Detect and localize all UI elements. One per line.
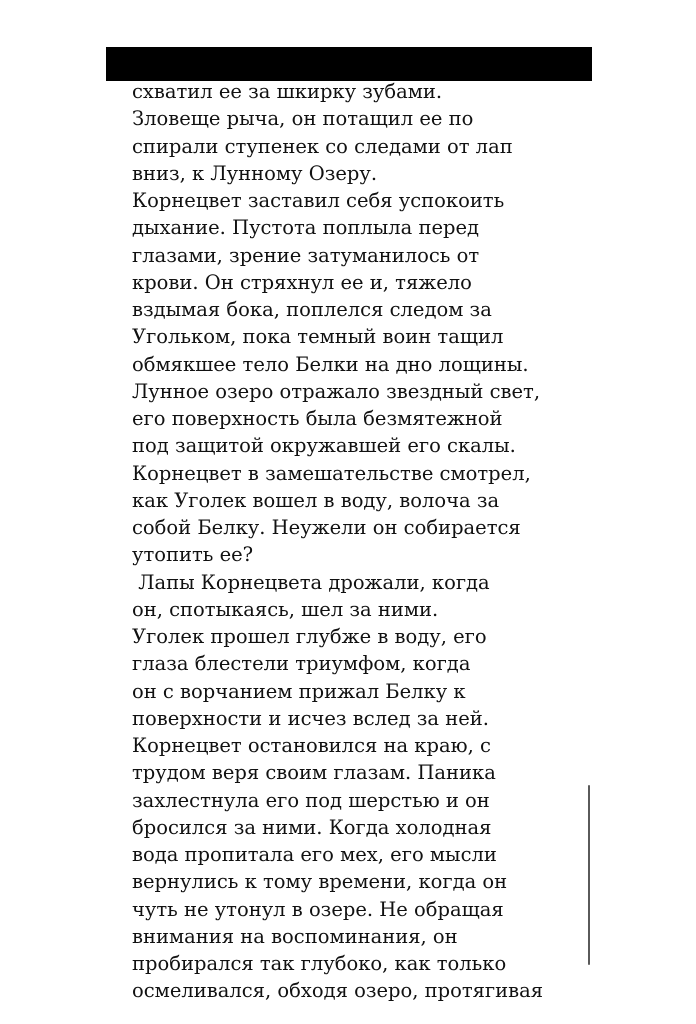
text-line: захлестнула его под шерстью и он <box>132 788 490 812</box>
text-line: осмеливался, обходя озеро, протягивая <box>132 979 544 1003</box>
redaction-bar <box>106 47 592 81</box>
text-line: вздымая бока, поплелся следом за <box>132 298 492 321</box>
text-line: его поверхность была безмятежной <box>132 407 503 430</box>
text-line: пробирался так глубоко, как только <box>132 952 507 975</box>
text-line: крови. Он стряхнул ее и, тяжело <box>132 270 472 294</box>
text-line: Корнецвет заставил себя успокоить <box>132 189 505 212</box>
text-line: Лапы Корнецвета дрожали, когда <box>132 570 490 594</box>
text-line: вернулись к тому времени, когда он <box>132 870 508 894</box>
text-line: схватил ее за шкирку зубами. <box>132 80 443 103</box>
text-line: глаза блестели триумфом, когда <box>132 652 471 676</box>
text-line: поверхности и исчез вслед за ней. <box>132 706 489 730</box>
text-line: Зловеще рыча, он потащил ее по <box>132 107 474 131</box>
text-line: спирали ступенек со следами от лап <box>132 134 513 158</box>
text-line: трудом веря своим глазам. Паника <box>132 761 496 785</box>
text-line: собой Белку. Неужели он собирается <box>132 516 521 539</box>
text-line: внимания на воспоминания, он <box>132 924 458 948</box>
text-line: Уголек прошел глубже в воду, его <box>132 625 487 648</box>
text-line: Корнецвет остановился на краю, с <box>132 734 491 757</box>
text-line: утопить ее? <box>132 543 254 567</box>
text-line: Лунное озеро отражало звездный свет, <box>132 379 541 403</box>
text-line: под защитой окружавшей его скалы. <box>132 434 516 458</box>
text-line: бросился за ними. Когда холодная <box>132 815 492 839</box>
scrollbar[interactable] <box>588 785 590 965</box>
text-line: Угольком, пока темный воин тащил <box>132 325 504 349</box>
text-line: он с ворчанием прижал Белку к <box>132 679 466 703</box>
text-line: обмякшее тело Белки на дно лощины. <box>132 352 529 376</box>
text-line: чуть не утонул в озере. Не обращая <box>132 897 504 921</box>
text-line: глазами, зрение затуманилось от <box>132 243 480 267</box>
text-line: он, спотыкаясь, шел за ними. <box>132 597 439 621</box>
document-text <box>132 78 562 1005</box>
text-line: Корнецвет в замешательстве смотрел, <box>132 461 531 485</box>
text-line: как Уголек вошел в воду, волоча за <box>132 488 500 512</box>
text-line: дыхание. Пустота поплыла перед <box>132 216 480 240</box>
text-line: вода пропитала его мех, его мысли <box>132 843 497 866</box>
text-line: вниз, к Лунному Озеру. <box>132 161 378 185</box>
